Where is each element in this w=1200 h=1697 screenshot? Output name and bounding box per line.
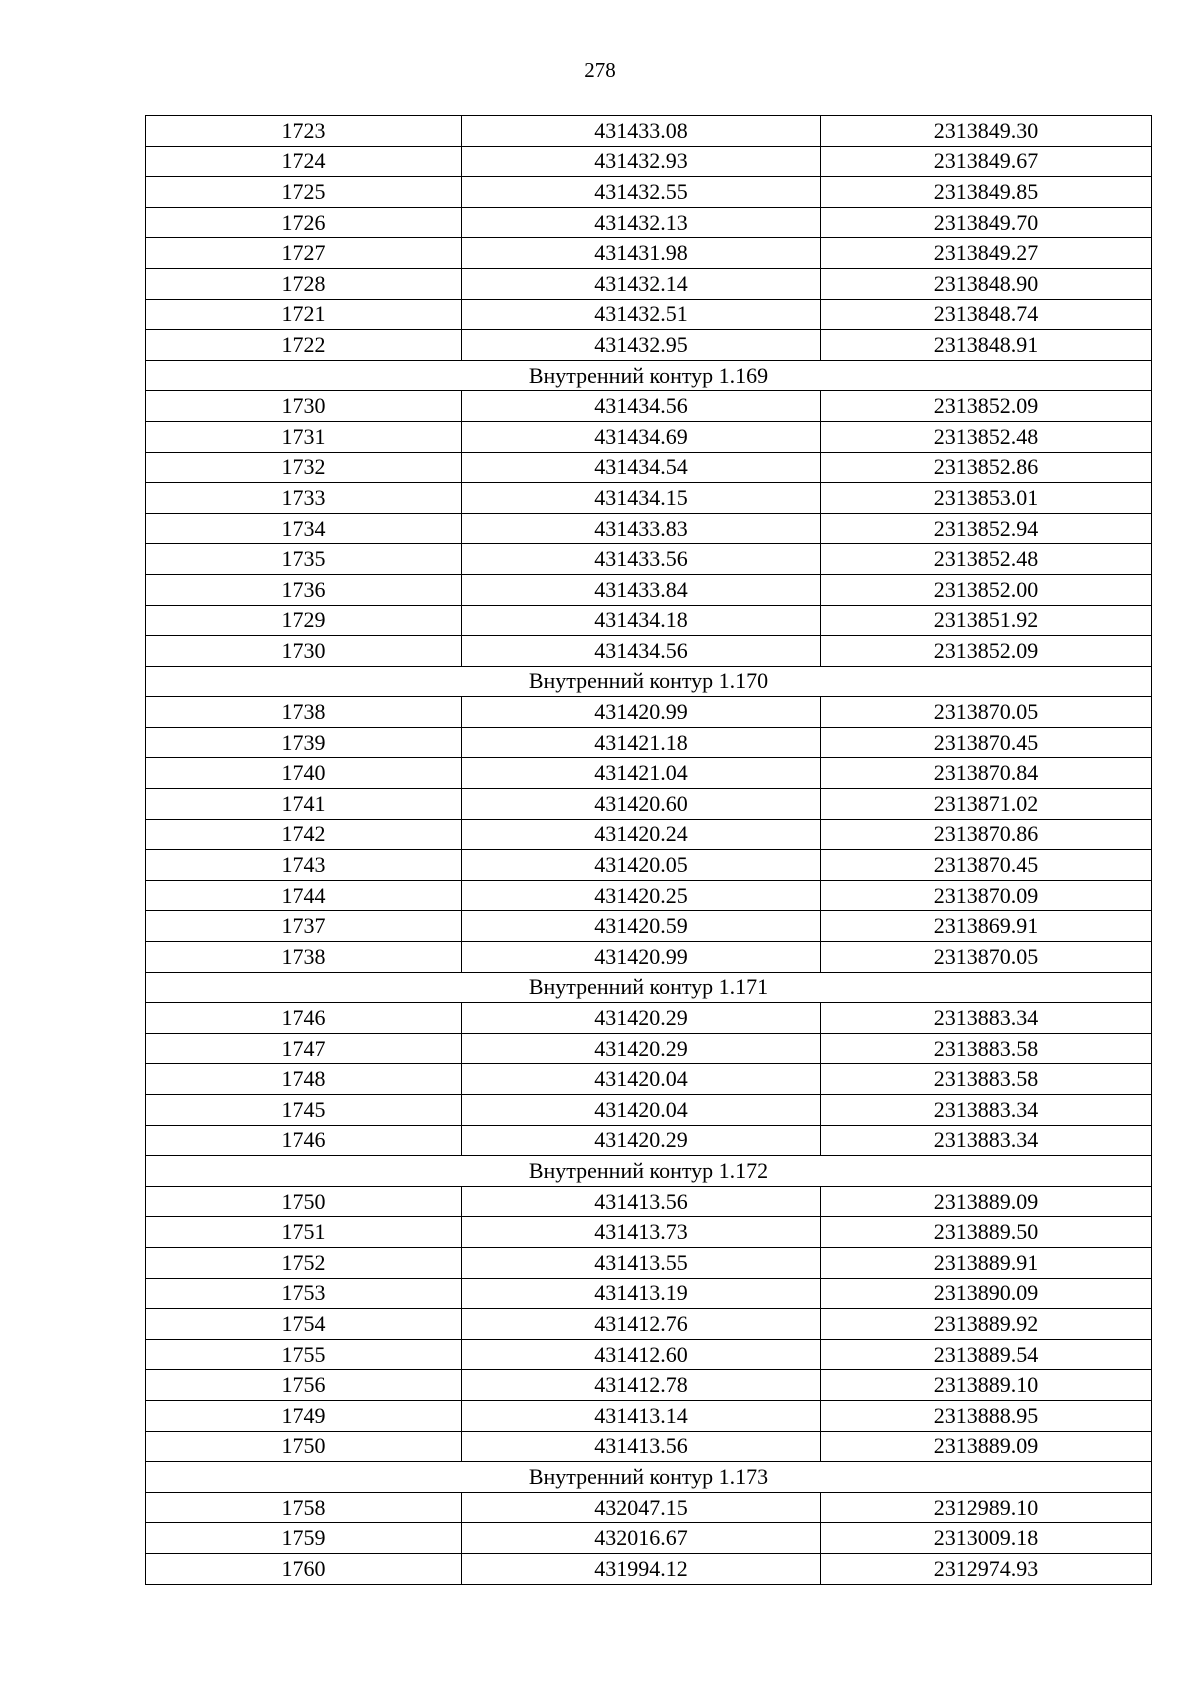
point-id-cell: 1730 [146,391,462,422]
table-row [146,942,1152,973]
point-id-cell: 1753 [146,1278,462,1309]
y-coordinate-cell: 2313889.10 [821,1370,1152,1401]
point-id-cell: 1735 [146,544,462,575]
table-row [146,146,1152,177]
table-row [146,1309,1152,1340]
x-coordinate-cell: 431413.19 [462,1278,821,1309]
table-row [146,1064,1152,1095]
point-id-cell: 1740 [146,758,462,789]
x-coordinate-cell: 431434.56 [462,391,821,422]
table-row [146,452,1152,483]
table-row [146,697,1152,728]
point-id-cell: 1759 [146,1523,462,1554]
table-row [146,1492,1152,1523]
point-id-cell: 1756 [146,1370,462,1401]
point-id-cell: 1746 [146,1003,462,1034]
table-row [146,727,1152,758]
y-coordinate-cell: 2313852.09 [821,636,1152,667]
x-coordinate-cell: 431432.93 [462,146,821,177]
y-coordinate-cell: 2313852.94 [821,513,1152,544]
contour-header-label: Внутренний контур 1.171 [146,972,1152,1003]
x-coordinate-cell: 431432.55 [462,177,821,208]
point-id-cell: 1723 [146,116,462,147]
point-id-cell: 1747 [146,1033,462,1064]
y-coordinate-cell: 2313889.09 [821,1186,1152,1217]
x-coordinate-cell: 431420.29 [462,1003,821,1034]
y-coordinate-cell: 2313889.54 [821,1339,1152,1370]
point-id-cell: 1737 [146,911,462,942]
y-coordinate-cell: 2313848.90 [821,268,1152,299]
x-coordinate-cell: 431434.18 [462,605,821,636]
point-id-cell: 1722 [146,330,462,361]
point-id-cell: 1743 [146,850,462,881]
table-row [146,850,1152,881]
y-coordinate-cell: 2313883.34 [821,1095,1152,1126]
y-coordinate-cell: 2313848.74 [821,299,1152,330]
table-row [146,1033,1152,1064]
point-id-cell: 1738 [146,942,462,973]
table-row [146,1247,1152,1278]
table-row [146,1400,1152,1431]
contour-header-label: Внутренний контур 1.172 [146,1156,1152,1187]
contour-header-row [146,1156,1152,1187]
x-coordinate-cell: 431413.56 [462,1186,821,1217]
y-coordinate-cell: 2313851.92 [821,605,1152,636]
y-coordinate-cell: 2313870.84 [821,758,1152,789]
table-row [146,177,1152,208]
point-id-cell: 1733 [146,483,462,514]
table-row [146,574,1152,605]
point-id-cell: 1738 [146,697,462,728]
point-id-cell: 1748 [146,1064,462,1095]
x-coordinate-cell: 431432.14 [462,268,821,299]
y-coordinate-cell: 2313883.34 [821,1125,1152,1156]
x-coordinate-cell: 431421.04 [462,758,821,789]
y-coordinate-cell: 2313870.86 [821,819,1152,850]
contour-header-row [146,666,1152,697]
table-row [146,880,1152,911]
coordinates-table [145,115,1152,1585]
point-id-cell: 1736 [146,574,462,605]
y-coordinate-cell: 2313852.09 [821,391,1152,422]
point-id-cell: 1749 [146,1400,462,1431]
y-coordinate-cell: 2313852.86 [821,452,1152,483]
point-id-cell: 1727 [146,238,462,269]
x-coordinate-cell: 431420.24 [462,819,821,850]
point-id-cell: 1739 [146,727,462,758]
x-coordinate-cell: 431432.13 [462,207,821,238]
y-coordinate-cell: 2313849.70 [821,207,1152,238]
point-id-cell: 1742 [146,819,462,850]
x-coordinate-cell: 431420.59 [462,911,821,942]
table-row [146,544,1152,575]
table-row [146,1370,1152,1401]
y-coordinate-cell: 2313889.09 [821,1431,1152,1462]
point-id-cell: 1760 [146,1553,462,1584]
y-coordinate-cell: 2313870.05 [821,697,1152,728]
table-row [146,207,1152,238]
x-coordinate-cell: 431433.56 [462,544,821,575]
x-coordinate-cell: 431420.99 [462,697,821,728]
point-id-cell: 1721 [146,299,462,330]
y-coordinate-cell: 2313852.00 [821,574,1152,605]
table-row [146,1339,1152,1370]
point-id-cell: 1734 [146,513,462,544]
table-row [146,1125,1152,1156]
contour-header-row [146,972,1152,1003]
x-coordinate-cell: 431412.76 [462,1309,821,1340]
y-coordinate-cell: 2313869.91 [821,911,1152,942]
y-coordinate-cell: 2313871.02 [821,789,1152,820]
x-coordinate-cell: 431420.29 [462,1125,821,1156]
table-row [146,238,1152,269]
y-coordinate-cell: 2313883.34 [821,1003,1152,1034]
point-id-cell: 1728 [146,268,462,299]
point-id-cell: 1758 [146,1492,462,1523]
y-coordinate-cell: 2313849.27 [821,238,1152,269]
table-row [146,1553,1152,1584]
table-row [146,1431,1152,1462]
table-row [146,268,1152,299]
x-coordinate-cell: 431994.12 [462,1553,821,1584]
x-coordinate-cell: 431420.29 [462,1033,821,1064]
x-coordinate-cell: 431434.56 [462,636,821,667]
contour-header-row [146,360,1152,391]
table-row [146,636,1152,667]
x-coordinate-cell: 431420.99 [462,942,821,973]
table-row [146,1278,1152,1309]
table-row [146,513,1152,544]
x-coordinate-cell: 431421.18 [462,727,821,758]
table-row [146,605,1152,636]
point-id-cell: 1751 [146,1217,462,1248]
x-coordinate-cell: 431433.08 [462,116,821,147]
point-id-cell: 1754 [146,1309,462,1340]
y-coordinate-cell: 2313890.09 [821,1278,1152,1309]
x-coordinate-cell: 431420.05 [462,850,821,881]
contour-header-label: Внутренний контур 1.170 [146,666,1152,697]
y-coordinate-cell: 2312989.10 [821,1492,1152,1523]
table-row [146,1217,1152,1248]
y-coordinate-cell: 2313883.58 [821,1033,1152,1064]
contour-header-label: Внутренний контур 1.173 [146,1462,1152,1493]
y-coordinate-cell: 2313009.18 [821,1523,1152,1554]
table-row [146,1523,1152,1554]
y-coordinate-cell: 2313870.09 [821,880,1152,911]
table-row [146,391,1152,422]
x-coordinate-cell: 432016.67 [462,1523,821,1554]
x-coordinate-cell: 431432.95 [462,330,821,361]
point-id-cell: 1755 [146,1339,462,1370]
table-row [146,1186,1152,1217]
page-number: 278 [584,58,616,82]
y-coordinate-cell: 2313870.45 [821,727,1152,758]
x-coordinate-cell: 431433.84 [462,574,821,605]
point-id-cell: 1745 [146,1095,462,1126]
x-coordinate-cell: 432047.15 [462,1492,821,1523]
y-coordinate-cell: 2313889.92 [821,1309,1152,1340]
y-coordinate-cell: 2313849.67 [821,146,1152,177]
point-id-cell: 1741 [146,789,462,820]
point-id-cell: 1731 [146,421,462,452]
x-coordinate-cell: 431431.98 [462,238,821,269]
x-coordinate-cell: 431412.78 [462,1370,821,1401]
y-coordinate-cell: 2313870.05 [821,942,1152,973]
x-coordinate-cell: 431413.55 [462,1247,821,1278]
table-row [146,116,1152,147]
y-coordinate-cell: 2313853.01 [821,483,1152,514]
point-id-cell: 1730 [146,636,462,667]
table-row [146,819,1152,850]
table-row [146,911,1152,942]
y-coordinate-cell: 2313889.91 [821,1247,1152,1278]
y-coordinate-cell: 2312974.93 [821,1553,1152,1584]
point-id-cell: 1750 [146,1186,462,1217]
x-coordinate-cell: 431434.69 [462,421,821,452]
x-coordinate-cell: 431413.56 [462,1431,821,1462]
x-coordinate-cell: 431432.51 [462,299,821,330]
x-coordinate-cell: 431434.15 [462,483,821,514]
point-id-cell: 1732 [146,452,462,483]
point-id-cell: 1725 [146,177,462,208]
table-row [146,483,1152,514]
table-row [146,1003,1152,1034]
point-id-cell: 1724 [146,146,462,177]
contour-header-label: Внутренний контур 1.169 [146,360,1152,391]
point-id-cell: 1750 [146,1431,462,1462]
x-coordinate-cell: 431420.25 [462,880,821,911]
x-coordinate-cell: 431412.60 [462,1339,821,1370]
point-id-cell: 1752 [146,1247,462,1278]
coordinates-table-body [146,116,1152,1585]
x-coordinate-cell: 431434.54 [462,452,821,483]
x-coordinate-cell: 431420.04 [462,1064,821,1095]
y-coordinate-cell: 2313888.95 [821,1400,1152,1431]
table-row [146,789,1152,820]
contour-header-row [146,1462,1152,1493]
x-coordinate-cell: 431413.73 [462,1217,821,1248]
point-id-cell: 1746 [146,1125,462,1156]
y-coordinate-cell: 2313849.30 [821,116,1152,147]
table-row [146,330,1152,361]
table-row [146,1095,1152,1126]
x-coordinate-cell: 431420.60 [462,789,821,820]
point-id-cell: 1729 [146,605,462,636]
y-coordinate-cell: 2313852.48 [821,544,1152,575]
x-coordinate-cell: 431420.04 [462,1095,821,1126]
point-id-cell: 1744 [146,880,462,911]
table-row [146,299,1152,330]
y-coordinate-cell: 2313848.91 [821,330,1152,361]
y-coordinate-cell: 2313883.58 [821,1064,1152,1095]
y-coordinate-cell: 2313870.45 [821,850,1152,881]
x-coordinate-cell: 431413.14 [462,1400,821,1431]
table-row [146,758,1152,789]
table-row [146,421,1152,452]
y-coordinate-cell: 2313849.85 [821,177,1152,208]
point-id-cell: 1726 [146,207,462,238]
y-coordinate-cell: 2313889.50 [821,1217,1152,1248]
y-coordinate-cell: 2313852.48 [821,421,1152,452]
x-coordinate-cell: 431433.83 [462,513,821,544]
